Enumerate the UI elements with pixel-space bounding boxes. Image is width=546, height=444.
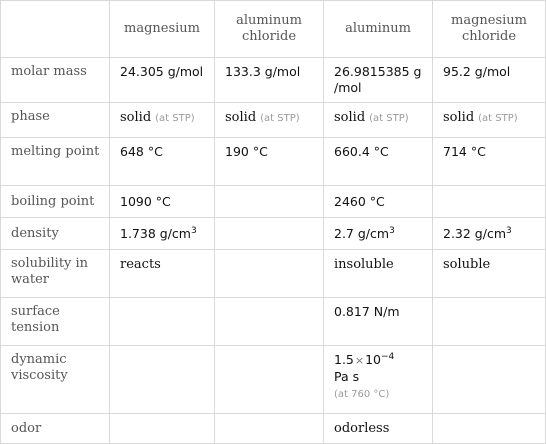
cell-molar-mass-aluminum-chloride: 133.3 g/mol bbox=[215, 58, 324, 103]
column-header-magnesium: magnesium bbox=[110, 1, 215, 58]
row-label-dynamic-viscosity: dynamic viscosity bbox=[1, 346, 110, 414]
density-exponent: 3 bbox=[506, 225, 512, 236]
solubility-value: reacts bbox=[120, 257, 161, 272]
cell-melting-point-aluminum-chloride: 190 °C bbox=[215, 138, 324, 186]
cell-boiling-point-magnesium-chloride bbox=[433, 186, 546, 218]
viscosity-mantissa: 1.5 bbox=[334, 352, 354, 367]
phase-value: solid bbox=[225, 110, 257, 125]
cell-viscosity-aluminum-chloride bbox=[215, 346, 324, 414]
cell-viscosity-magnesium bbox=[110, 346, 215, 414]
cell-solubility-aluminum-chloride bbox=[215, 250, 324, 298]
cell-density-magnesium bbox=[110, 218, 215, 250]
cell-density-aluminum-chloride bbox=[215, 218, 324, 250]
row-label-boiling-point: boiling point bbox=[1, 186, 110, 218]
cell-odor-magnesium-chloride bbox=[433, 414, 546, 444]
cell-melting-point-aluminum: 660.4 °C bbox=[324, 138, 433, 186]
cell-viscosity-aluminum bbox=[324, 346, 433, 414]
phase-note: (at STP) bbox=[478, 113, 518, 124]
corner-cell bbox=[1, 1, 110, 58]
viscosity-times: × bbox=[354, 354, 365, 367]
cell-odor-magnesium bbox=[110, 414, 215, 444]
cell-boiling-point-aluminum: 2460 °C bbox=[324, 186, 433, 218]
cell-surface-tension-aluminum: 0.817 N/m bbox=[324, 298, 433, 346]
cell-density-aluminum bbox=[324, 218, 433, 250]
column-header-magnesium-chloride: magnesium chloride bbox=[433, 1, 546, 58]
density-value: 2.32 g/cm bbox=[443, 225, 507, 241]
cell-boiling-point-magnesium: 1090 °C bbox=[110, 186, 215, 218]
cell-odor-aluminum-chloride bbox=[215, 414, 324, 444]
viscosity-exponent: −4 bbox=[381, 351, 395, 362]
density-exponent: 3 bbox=[190, 225, 197, 236]
table-row bbox=[1, 103, 546, 138]
cell-surface-tension-magnesium bbox=[110, 298, 215, 346]
row-label-density: density bbox=[1, 218, 110, 250]
phase-note: (at STP) bbox=[369, 113, 409, 124]
table-row bbox=[1, 186, 546, 218]
cell-surface-tension-aluminum-chloride bbox=[215, 298, 324, 346]
cell-phase-aluminum bbox=[324, 103, 433, 138]
column-header-aluminum: aluminum bbox=[324, 1, 433, 58]
row-label-surface-tension: surface tension bbox=[1, 298, 110, 346]
column-header-aluminum-chloride: aluminum chloride bbox=[215, 1, 324, 58]
cell-solubility-magnesium-chloride bbox=[433, 250, 546, 298]
cell-boiling-point-aluminum-chloride bbox=[215, 186, 324, 218]
solubility-value: insoluble bbox=[334, 257, 394, 272]
cell-phase-magnesium-chloride bbox=[433, 103, 546, 138]
table-row bbox=[1, 218, 546, 250]
cell-phase-aluminum-chloride bbox=[215, 103, 324, 138]
row-label-odor: odor bbox=[1, 414, 110, 444]
density-exponent: 3 bbox=[389, 225, 395, 236]
cell-odor-aluminum bbox=[324, 414, 433, 444]
solubility-value: soluble bbox=[443, 257, 491, 272]
cell-molar-mass-aluminum: 26.9815385 g /mol bbox=[324, 58, 433, 103]
cell-density-magnesium-chloride bbox=[433, 218, 546, 250]
table-row bbox=[1, 414, 546, 444]
cell-viscosity-magnesium-chloride bbox=[433, 346, 546, 414]
cell-molar-mass-magnesium-chloride: 95.2 g/mol bbox=[433, 58, 546, 103]
phase-note: (at STP) bbox=[260, 113, 300, 124]
density-value: 1.738 g/cm bbox=[120, 225, 191, 241]
viscosity-unit: Pa s bbox=[334, 369, 360, 384]
table-row bbox=[1, 58, 546, 103]
table-row bbox=[1, 298, 546, 346]
phase-value: solid bbox=[120, 110, 152, 125]
odor-value: odorless bbox=[334, 421, 390, 436]
row-label-phase: phase bbox=[1, 103, 110, 138]
cell-molar-mass-magnesium: 24.305 g/mol bbox=[110, 58, 215, 103]
viscosity-base: 10 bbox=[365, 352, 382, 367]
phase-value: solid bbox=[334, 110, 366, 125]
cell-solubility-magnesium bbox=[110, 250, 215, 298]
phase-value: solid bbox=[443, 110, 475, 125]
row-label-molar-mass: molar mass bbox=[1, 58, 110, 103]
phase-note: (at STP) bbox=[155, 113, 195, 124]
cell-phase-magnesium bbox=[110, 103, 215, 138]
table-row bbox=[1, 138, 546, 186]
row-label-solubility: solubility in water bbox=[1, 250, 110, 298]
density-value: 2.7 g/cm bbox=[334, 225, 390, 241]
table-row bbox=[1, 346, 546, 414]
cell-melting-point-magnesium-chloride: 714 °C bbox=[433, 138, 546, 186]
cell-melting-point-magnesium: 648 °C bbox=[110, 138, 215, 186]
cell-surface-tension-magnesium-chloride bbox=[433, 298, 546, 346]
header-row bbox=[1, 1, 546, 58]
table-row bbox=[1, 250, 546, 298]
viscosity-note: (at 760 °C) bbox=[334, 389, 390, 400]
cell-solubility-aluminum bbox=[324, 250, 433, 298]
row-label-melting-point: melting point bbox=[1, 138, 110, 186]
